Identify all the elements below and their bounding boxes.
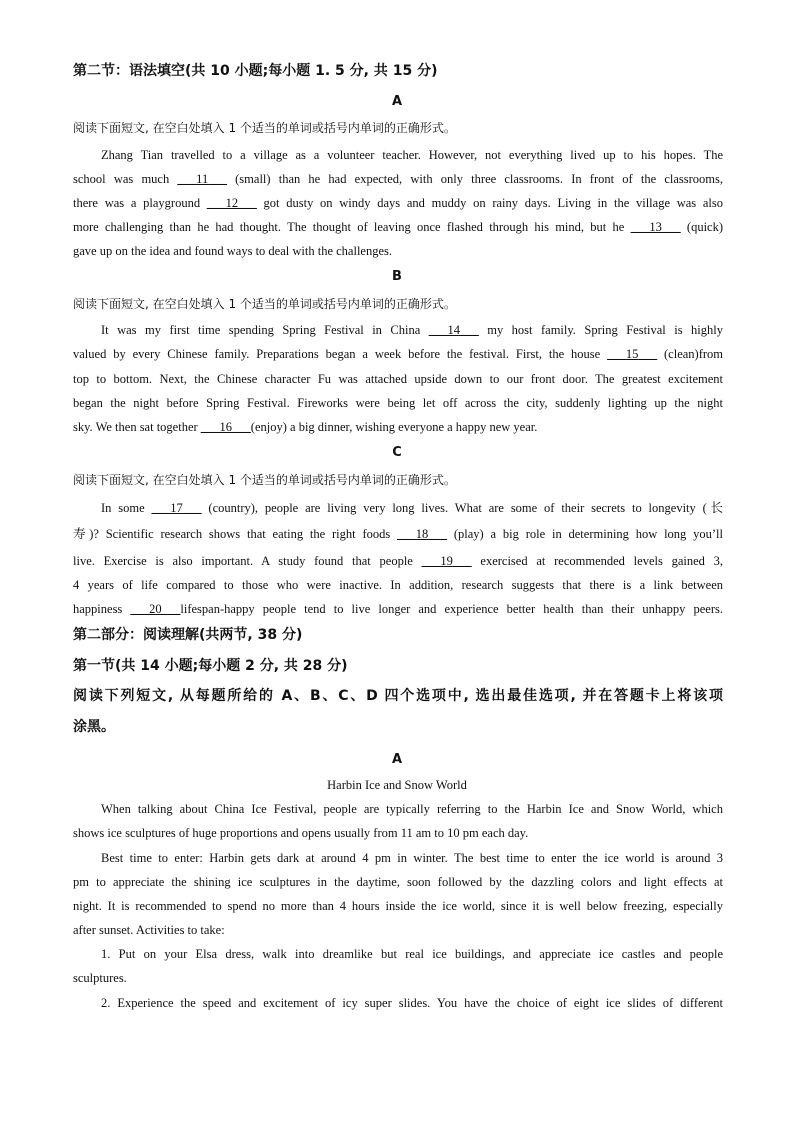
reading-a-line-9: 2. Experience the speed and excitement of icy super slides. You have the choice of eight ice slides of different — [101, 996, 723, 1010]
reading-passage-a-title: Harbin Ice and Snow World — [327, 778, 467, 792]
blank-number: 16 — [219, 420, 233, 434]
passage-b-letter: B — [392, 269, 402, 284]
text-segment: got dusty on windy days and muddy on rainy days. Living in the village was also — [263, 196, 724, 210]
section-one-heading: 第一节(共 14 小题;每小题 2 分, 共 28 分) — [73, 658, 348, 674]
blank-18[interactable]: ___18___ — [397, 527, 448, 541]
text-segment: In some — [101, 501, 145, 515]
text-segment: (country), people are living very long lives. What are some of their secrets to longevity (长 — [208, 501, 724, 515]
text-segment: (play) a big role in determining how long you’ll — [453, 527, 723, 541]
text-segment: 寿)? Scientific research shows that eating the right foods — [73, 527, 391, 541]
blank-number: 14 — [447, 323, 460, 337]
section-grammar-heading: 第二节：语法填空(共 10 小题;每小题 1. 5 分, 共 15 分) — [73, 63, 438, 79]
blank-11[interactable]: ___11___ — [177, 172, 227, 186]
part-reading-heading: 第二部分：阅读理解(共两节, 38 分) — [73, 627, 303, 643]
blank-number: 12 — [225, 196, 239, 210]
reading-instruction-line-2: 涂黑。 — [73, 719, 115, 735]
reading-a-line-6: after sunset. Activities to take: — [73, 923, 225, 937]
passage-b-line-3: top to bottom. Next, the Chinese character Fu was attached upside down to our front door. The greatest excitement — [73, 372, 723, 386]
passage-c-line-5 — [73, 601, 723, 617]
reading-instruction-line-1: 阅读下列短文, 从每题所给的 A、B、C、D 四个选项中, 选出最佳选项, 并在答题卡上将该项 — [73, 688, 723, 704]
blank-number: 19 — [440, 554, 453, 568]
passage-a-line-4 — [73, 219, 723, 235]
passage-b-line-4: began the night before Spring Festival. Fireworks were being let off across the city, suddenly lighting up the night — [73, 396, 723, 410]
passage-a-letter: A — [391, 94, 403, 109]
text-segment: there was a playground — [73, 196, 201, 210]
blank-number: 18 — [415, 527, 429, 541]
reading-a-line-2: shows ice sculptures of huge proportions and opens usually from 11 am to 10 pm each day. — [73, 826, 529, 840]
blank-17[interactable]: ___17___ — [151, 501, 202, 515]
text-segment: exercised at recommended levels gained 3, — [480, 554, 724, 568]
text-segment: school was much — [73, 172, 170, 186]
reading-passage-a-letter: A — [391, 752, 403, 767]
reading-a-line-8: sculptures. — [73, 971, 127, 985]
passage-c-line-1 — [101, 500, 723, 516]
text-segment: happiness — [73, 602, 123, 616]
text-segment: lifespan-happy people tend to live longer and experience better health than their unhappy peers. — [180, 602, 723, 616]
passage-c-instruction: 阅读下面短文, 在空白处填入 1 个适当的单词或括号内单词的正确形式。 — [73, 473, 456, 487]
reading-a-line-4: pm to appreciate the shining ice sculptures in the daytime, soon followed by the dazzling colors and light effects at — [73, 875, 723, 889]
reading-a-line-5: night. It is recommended to spend no more than 4 hours inside the ice world, since it is well below freezing, especially — [73, 899, 723, 913]
blank-number: 15 — [625, 347, 639, 361]
passage-b-line-1 — [101, 322, 723, 338]
passage-a-line-3 — [73, 195, 723, 211]
reading-a-line-3: Best time to enter: Harbin gets dark at around 4 pm in winter. The best time to enter the ice world is around 3 — [101, 851, 723, 865]
text-segment: sky. We then sat together — [73, 420, 198, 434]
blank-number: 17 — [170, 501, 183, 515]
text-segment: (small) than he had expected, with only three classrooms. In front of the classrooms, — [235, 172, 724, 186]
blank-number: 11 — [196, 172, 209, 186]
text-segment: It was my first time spending Spring Festival in China — [101, 323, 421, 337]
blank-13[interactable]: ___13___ — [630, 220, 681, 234]
text-segment: valued by every Chinese family. Preparations began a week before the festival. First, the house — [73, 347, 601, 361]
text-segment: (quick) — [686, 220, 724, 234]
passage-c-line-4: 4 years of life compared to those who were inactive. In addition, research suggests that there is a link between — [73, 578, 723, 592]
passage-c-line-2 — [73, 526, 723, 542]
passage-a-line-5: gave up on the idea and found ways to deal with the challenges. — [73, 244, 393, 258]
blank-20[interactable]: ___20___ — [130, 602, 181, 616]
passage-a-instruction: 阅读下面短文, 在空白处填入 1 个适当的单词或括号内单词的正确形式。 — [73, 121, 456, 135]
passage-b-line-5 — [73, 419, 723, 435]
reading-a-line-7: 1. Put on your Elsa dress, walk into dreamlike but real ice buildings, and appreciate ice castles and people — [101, 947, 723, 961]
passage-b-instruction: 阅读下面短文, 在空白处填入 1 个适当的单词或括号内单词的正确形式。 — [73, 297, 456, 311]
passage-c-letter: C — [392, 445, 402, 460]
text-segment: (clean)from — [664, 347, 724, 361]
passage-a-line-2 — [73, 171, 723, 187]
reading-a-line-1: When talking about China Ice Festival, people are typically referring to the Harbin Ice and Snow World, which — [101, 802, 723, 816]
blank-12[interactable]: ___12___ — [206, 196, 257, 210]
blank-14[interactable]: ___14___ — [428, 323, 479, 337]
passage-a-line-1: Zhang Tian travelled to a village as a volunteer teacher. However, not everything lived up to his hopes. The — [101, 148, 723, 162]
passage-b-line-2 — [73, 346, 723, 362]
blank-number: 20 — [149, 602, 162, 616]
blank-number: 13 — [649, 220, 662, 234]
blank-16[interactable]: ___16___ — [200, 420, 251, 434]
passage-c-line-3 — [73, 553, 723, 569]
text-segment: live. Exercise is also important. A study found that people — [73, 554, 413, 568]
text-segment: (enjoy) a big dinner, wishing everyone a happy new year. — [250, 420, 538, 434]
blank-19[interactable]: ___19___ — [421, 554, 472, 568]
blank-15[interactable]: ___15___ — [607, 347, 658, 361]
text-segment: my host family. Spring Festival is highly — [487, 323, 724, 337]
text-segment: more challenging than he had thought. The thought of leaving once flashed through his mind, but he — [73, 220, 625, 234]
